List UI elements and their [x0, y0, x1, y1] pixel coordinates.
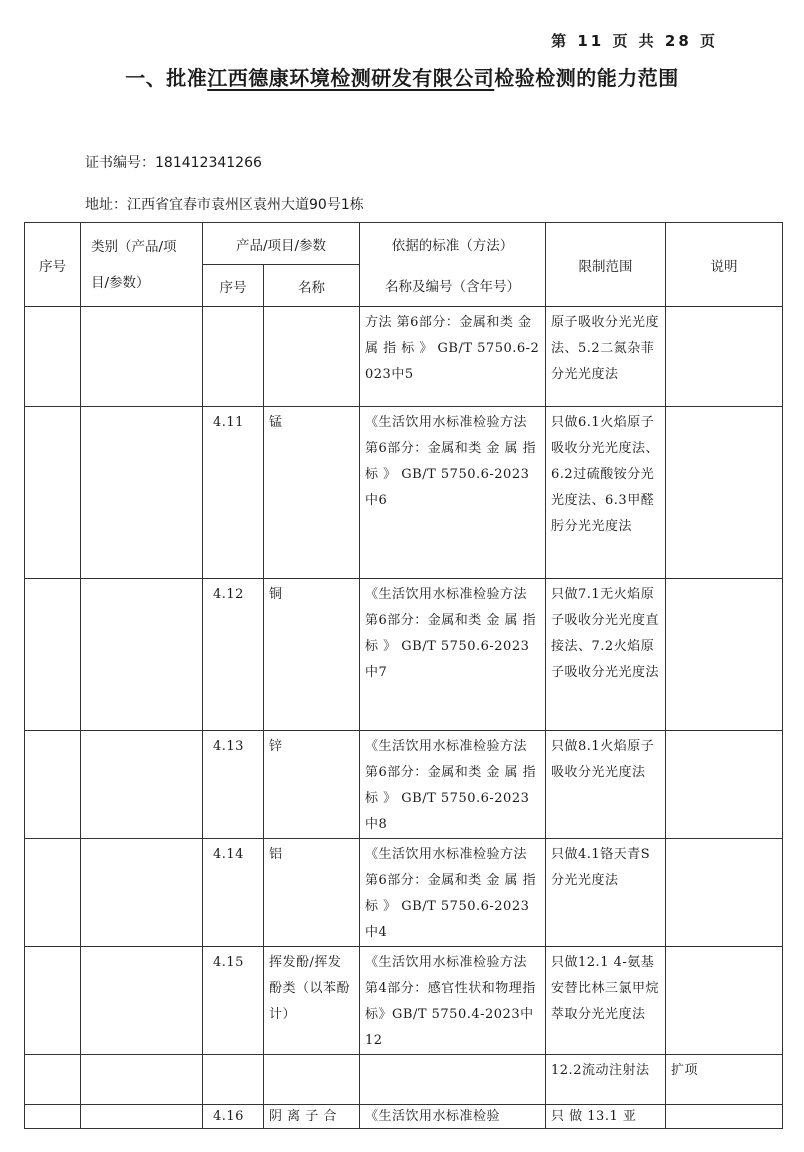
- table-row: [25, 1105, 783, 1129]
- title-suffix: 检验检测的能力范围: [494, 66, 679, 90]
- cell-name: 锌: [264, 731, 360, 839]
- table-row: [25, 731, 783, 839]
- cell-note: 扩项: [666, 1055, 783, 1105]
- cell-seq: [25, 1055, 81, 1105]
- cell-limit: 只做7.1无火焰原子吸收分光光度直接法、7.2火焰原子吸收分光光度法: [546, 579, 666, 731]
- header-product-group: 产品/项目/参数: [203, 223, 360, 265]
- cell-category: [81, 307, 203, 407]
- cell-seq: [25, 1105, 81, 1129]
- table-row: [25, 947, 783, 1055]
- cell-sub-seq: [203, 307, 264, 407]
- cell-category: [81, 839, 203, 947]
- table-row: [25, 839, 783, 947]
- cell-standard: 方法 第6部分：金属和类 金 属 指 标 》 GB/T 5750.6-2023中5: [360, 307, 546, 407]
- capability-table: [24, 222, 783, 1129]
- cell-note: [666, 407, 783, 579]
- cell-limit: 只做4.1铬天青S分光光度法: [546, 839, 666, 947]
- header-standard-group: 依据的标准（方法）: [360, 223, 546, 265]
- cell-limit: 只 做 13.1 亚: [546, 1105, 666, 1129]
- header-sub-seq: 序号: [203, 265, 264, 307]
- header-sub-name: 名称: [264, 265, 360, 307]
- cell-category: [81, 947, 203, 1055]
- cell-seq: [25, 307, 81, 407]
- cell-sub-seq: 4.13: [203, 731, 264, 839]
- cell-standard: 《生活饮用水标准检验方法 第4部分：感官性状和物理指标》GB/T 5750.4-2023中12: [360, 947, 546, 1055]
- header-category: [81, 223, 203, 307]
- cell-standard: 《生活饮用水标准检验方法 第6部分：金属和类 金 属 指 标 》 GB/T 5750.6-2023中4: [360, 839, 546, 947]
- cell-limit: 只做6.1火焰原子吸收分光光度法、6.2过硫酸铵分光光度法、6.3甲醛肟分光光度法: [546, 407, 666, 579]
- cell-name: [264, 1055, 360, 1105]
- certificate-label: 证书编号：: [85, 155, 155, 171]
- certificate-value: 181412341266: [155, 155, 262, 171]
- document-title: [0, 62, 804, 91]
- title-prefix: 一、批准: [125, 66, 208, 90]
- cell-seq: [25, 579, 81, 731]
- header-category-text: 类别（产品/项目/参数）: [91, 238, 177, 291]
- table-row: [25, 1055, 783, 1105]
- cell-category: [81, 731, 203, 839]
- address-label: 地址：: [85, 197, 127, 213]
- cell-category: [81, 1055, 203, 1105]
- cell-seq: [25, 839, 81, 947]
- cell-note: [666, 839, 783, 947]
- cell-name: 锰: [264, 407, 360, 579]
- cell-note: [666, 1105, 783, 1129]
- header-limit: 限制范围: [546, 223, 666, 307]
- cell-limit: 只做12.1 4-氨基安替比林三氯甲烷萃取分光光度法: [546, 947, 666, 1055]
- cell-limit: 12.2流动注射法: [546, 1055, 666, 1105]
- cell-note: [666, 307, 783, 407]
- cell-seq: [25, 731, 81, 839]
- header-note: 说明: [666, 223, 783, 307]
- cell-note: [666, 579, 783, 731]
- cell-name: 挥发酚/挥发酚类（以苯酚计）: [264, 947, 360, 1055]
- cell-sub-seq: 4.12: [203, 579, 264, 731]
- table-row: [25, 307, 783, 407]
- cell-standard: 《生活饮用水标准检验方法 第6部分：金属和类 金 属 指 标 》 GB/T 5750.6-2023中6: [360, 407, 546, 579]
- cell-limit: 只做8.1火焰原子吸收分光光度法: [546, 731, 666, 839]
- cell-standard: 《生活饮用水标准检验方法 第6部分：金属和类 金 属 指 标 》 GB/T 5750.6-2023中8: [360, 731, 546, 839]
- header-seq: 序号: [25, 223, 81, 307]
- address-value: 江西省宜春市袁州区袁州大道90号1栋: [127, 197, 364, 213]
- cell-standard: 《生活饮用水标准检验: [360, 1105, 546, 1129]
- table-row: [25, 407, 783, 579]
- header-standard-sub: 名称及编号（含年号）: [360, 265, 546, 307]
- page-number: 第 11 页 共 28 页: [551, 32, 718, 50]
- cell-name: 阴 离 子 合: [264, 1105, 360, 1129]
- cell-seq: [25, 947, 81, 1055]
- cell-name: [264, 307, 360, 407]
- cell-seq: [25, 407, 81, 579]
- cell-sub-seq: 4.11: [203, 407, 264, 579]
- cell-standard: [360, 1055, 546, 1105]
- cell-category: [81, 579, 203, 731]
- cell-sub-seq: 4.16: [203, 1105, 264, 1129]
- address: [85, 194, 364, 214]
- cell-sub-seq: 4.15: [203, 947, 264, 1055]
- cell-sub-seq: 4.14: [203, 839, 264, 947]
- cell-note: [666, 947, 783, 1055]
- title-company: 江西德康环境检测研发有限公司: [207, 66, 495, 90]
- cell-note: [666, 731, 783, 839]
- cell-category: [81, 1105, 203, 1129]
- cell-standard: 《生活饮用水标准检验方法 第6部分：金属和类 金 属 指 标 》 GB/T 5750.6-2023中7: [360, 579, 546, 731]
- cell-name: 铜: [264, 579, 360, 731]
- cell-limit: 原子吸收分光光度法、5.2二氮杂菲分光光度法: [546, 307, 666, 407]
- cell-name: 铝: [264, 839, 360, 947]
- cell-category: [81, 407, 203, 579]
- certificate-number: [85, 152, 262, 172]
- cell-sub-seq: [203, 1055, 264, 1105]
- table-row: [25, 579, 783, 731]
- table-body: [25, 307, 783, 1129]
